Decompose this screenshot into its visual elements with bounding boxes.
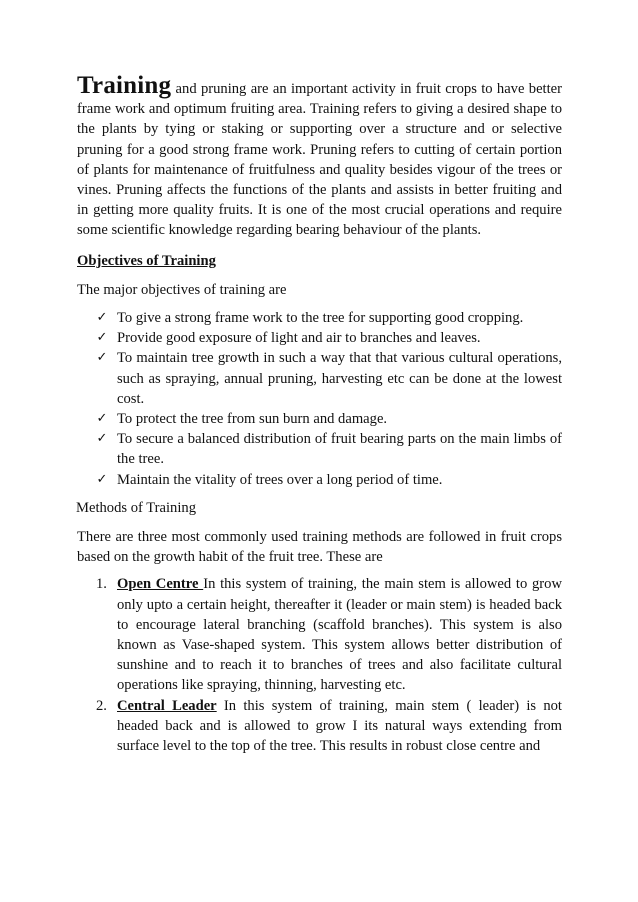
list-item <box>96 348 562 409</box>
intro-text: and pruning are an important activity in fruit crops to have better frame work and optimum fruiting area. Training refers to giving a desired shape to the plants by tying or staking or supporting over a structure and or selective pruning for a good strong frame work. Pruning refers to cutting of certain portion of plants for maintenance of fruitfulness and quality besides vigour of the trees or vines. Pruning affects the functions of the plants and assists in better fruiting and in getting more quality fruits. It is one of the most crucial operations and require some scientific knowledge regarding bearing behaviour of the plants. <box>77 81 562 239</box>
methods-intro: There are three most commonly used training methods are followed in fruit crops based on the growth habit of the fruit tree. These are <box>77 529 562 566</box>
objectives-heading: Objectives of Training <box>77 252 216 269</box>
methods-list <box>77 574 562 756</box>
method-term: Open Centre <box>117 576 204 593</box>
objective-text: To secure a balanced distribution of fruit bearing parts on the main limbs of the tree. <box>117 431 562 468</box>
objective-text: To protect the tree from sun burn and damage. <box>117 411 388 428</box>
list-item <box>96 429 562 469</box>
check-mark-icon: ✓ <box>96 431 108 447</box>
list-item <box>96 470 562 490</box>
objective-text: To give a strong frame work to the tree for supporting good cropping. <box>117 310 524 327</box>
check-mark-icon: ✓ <box>96 330 108 346</box>
method-text: In this system of training, main stem ( leader) is not headed back and is allowed to grow I its natural ways extending from surface level to the top of the tree. This results in robust close centre and <box>117 697 562 755</box>
objectives-intro: The major objectives of training are <box>77 281 287 298</box>
method-term: Central Leader <box>117 697 217 714</box>
lead-word: Training <box>77 72 172 99</box>
item-number: 1. <box>96 576 107 593</box>
list-item <box>96 328 562 348</box>
objective-text: Provide good exposure of light and air to branches and leaves. <box>117 330 481 347</box>
objective-text: To maintain tree growth in such a way that that various cultural operations, such as spraying, annual pruning, harvesting etc can be done at the lowest cost. <box>117 350 562 407</box>
objective-text: Maintain the vitality of trees over a long period of time. <box>117 471 443 488</box>
list-item <box>96 308 562 328</box>
list-item <box>96 409 562 429</box>
intro-paragraph <box>77 72 562 241</box>
list-item <box>96 574 562 695</box>
methods-title: Methods of Training <box>76 499 197 516</box>
objectives-list <box>77 308 562 490</box>
check-mark-icon: ✓ <box>96 411 108 427</box>
item-number: 2. <box>96 697 107 714</box>
method-text: In this system of training, the main stem is allowed to grow only upto a certain height, thereafter it (leader or main stem) is headed back to encourage lateral branching (scaffold branches). This system is also known as Vase-shaped system. This system allows better distribution of sunshine and to reach it to branches of trees and also facilitate cultural operations like spraying, thinning, harvesting etc. <box>117 576 562 694</box>
list-item <box>96 696 562 757</box>
document-page <box>76 72 562 756</box>
check-mark-icon: ✓ <box>96 471 108 487</box>
check-mark-icon: ✓ <box>96 310 108 326</box>
check-mark-icon: ✓ <box>96 350 108 366</box>
